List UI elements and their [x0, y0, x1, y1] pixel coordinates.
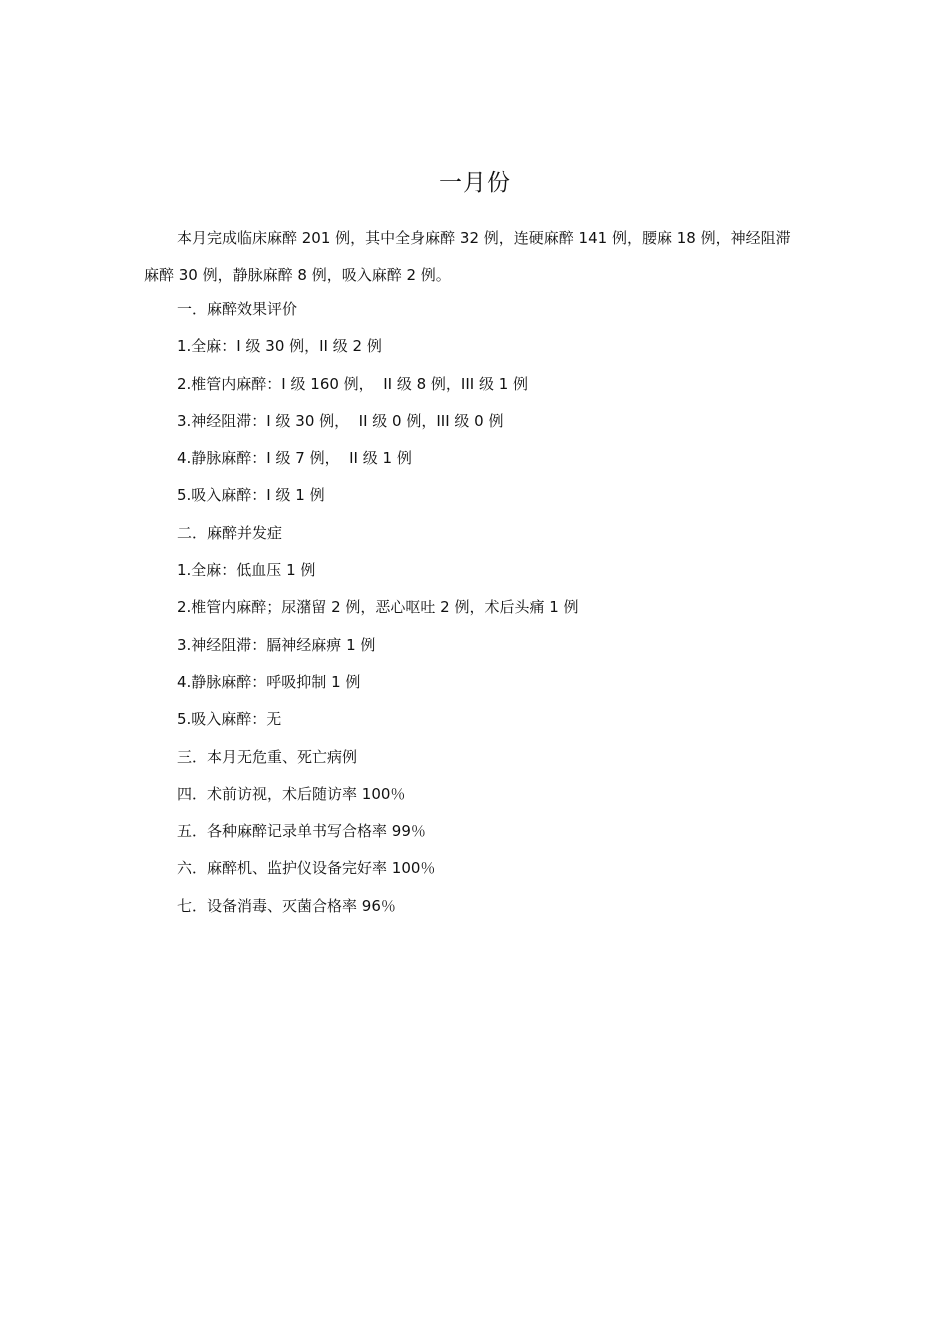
complication-item-intraspinal: 2.椎管内麻醉；尿潴留 2 例，恶心呕吐 2 例，术后头痛 1 例: [177, 598, 579, 617]
effect-item-nerve-block: 3.神经阻滞：I 级 30 例， II 级 0 例，III 级 0 例: [177, 411, 504, 430]
effect-item-intraspinal: 2.椎管内麻醉：I 级 160 例， II 级 8 例，III 级 1 例: [177, 374, 529, 393]
section-heading-effect: 一．麻醉效果评价: [177, 300, 298, 318]
intro-paragraph: 本月完成临床麻醉 201 例，其中全身麻醉 32 例，连硬麻醉 141 例，腰麻 18 例，神经阻滞麻醉 30 例，静脉麻醉 8 例，吸入麻醉 2 例。: [144, 229, 791, 284]
section-heading-complications: 二．麻醉并发症: [177, 523, 283, 542]
effect-item-inhalation: 5.吸入麻醉：I 级 1 例: [177, 486, 325, 505]
section-record-rate: 五．各种麻醉记录单书写合格率 99％: [177, 822, 426, 841]
document-title: 一月份: [439, 170, 511, 196]
effect-item-general: 1.全麻：I 级 30 例，II 级 2 例: [177, 337, 382, 356]
section-disinfection-rate: 七．设备消毒、灭菌合格率 96％: [177, 896, 396, 915]
complication-item-inhalation: 5.吸入麻醉：无: [177, 710, 282, 729]
report-items: [177, 294, 797, 928]
complication-item-intravenous: 4.静脉麻醉：呼吸抑制 1 例: [177, 672, 361, 691]
complication-item-nerve-block: 3.神经阻滞：膈神经麻痹 1 例: [177, 635, 376, 654]
effect-item-intravenous: 4.静脉麻醉：I 级 7 例， II 级 1 例: [177, 449, 412, 468]
section-equipment-rate: 六．麻醉机、监护仪设备完好率 100％: [177, 859, 436, 878]
complication-item-general: 1.全麻：低血压 1 例: [177, 561, 316, 580]
section-visit-rate: 四．术前访视，术后随访率 100％: [177, 784, 406, 803]
section-critical-cases: 三．本月无危重、死亡病例: [177, 747, 358, 766]
